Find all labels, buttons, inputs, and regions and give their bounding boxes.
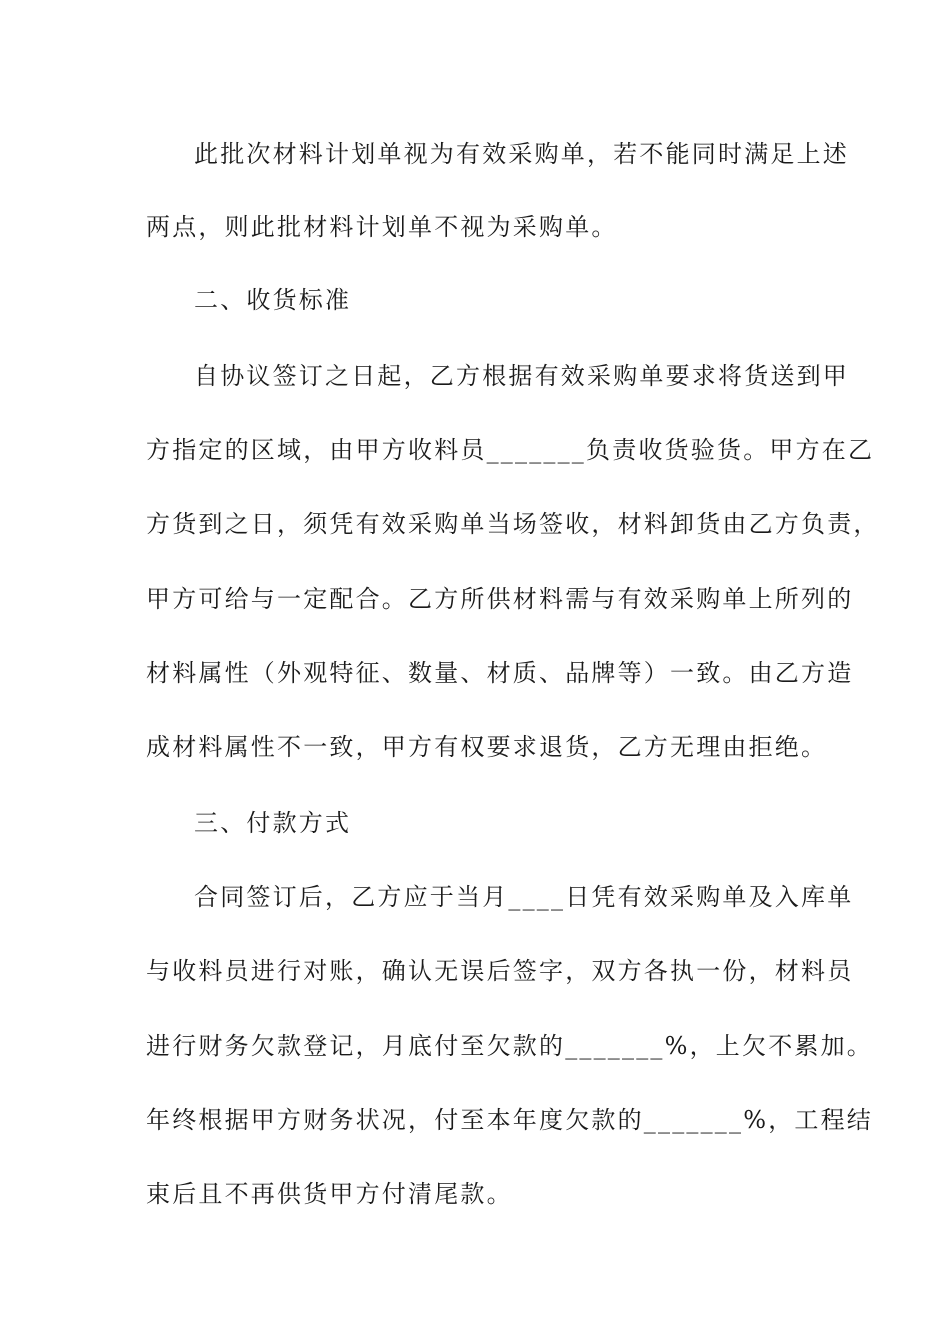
paragraph-line: 方指定的区域，由甲方收料员_______负责收货验货。甲方在乙 [146, 436, 875, 464]
paragraph-line: 进行财务欠款登记，月底付至欠款的_______%，上欠不累加。 [146, 1032, 874, 1060]
paragraph-line: 成材料属性不一致，甲方有权要求退货，乙方无理由拒绝。 [146, 733, 828, 761]
paragraph-line: 合同签订后，乙方应于当月____日凭有效采购单及入库单 [194, 883, 854, 911]
paragraph-line: 两点，则此批材料计划单不视为采购单。 [146, 213, 618, 241]
paragraph-line: 年终根据甲方财务状况，付至本年度欠款的_______%，工程结 [146, 1106, 874, 1134]
paragraph-line: 此批次材料计划单视为有效采购单，若不能同时满足上述 [194, 140, 849, 168]
paragraph-line: 自协议签订之日起，乙方根据有效采购单要求将货送到甲 [194, 362, 849, 390]
paragraph-line: 甲方可给与一定配合。乙方所供材料需与有效采购单上所列的 [146, 585, 854, 613]
paragraph-line: 方货到之日，须凭有效采购单当场签收，材料卸货由乙方负责， [146, 510, 880, 538]
section-heading-payment: 三、付款方式 [194, 809, 352, 837]
paragraph-line: 材料属性（外观特征、数量、材质、品牌等）一致。由乙方造 [146, 659, 854, 687]
paragraph-line: 与收料员进行对账，确认无误后签字，双方各执一份，材料员 [146, 957, 854, 985]
paragraph-line: 束后且不再供货甲方付清尾款。 [146, 1180, 513, 1208]
section-heading-receiving: 二、收货标准 [194, 286, 352, 314]
